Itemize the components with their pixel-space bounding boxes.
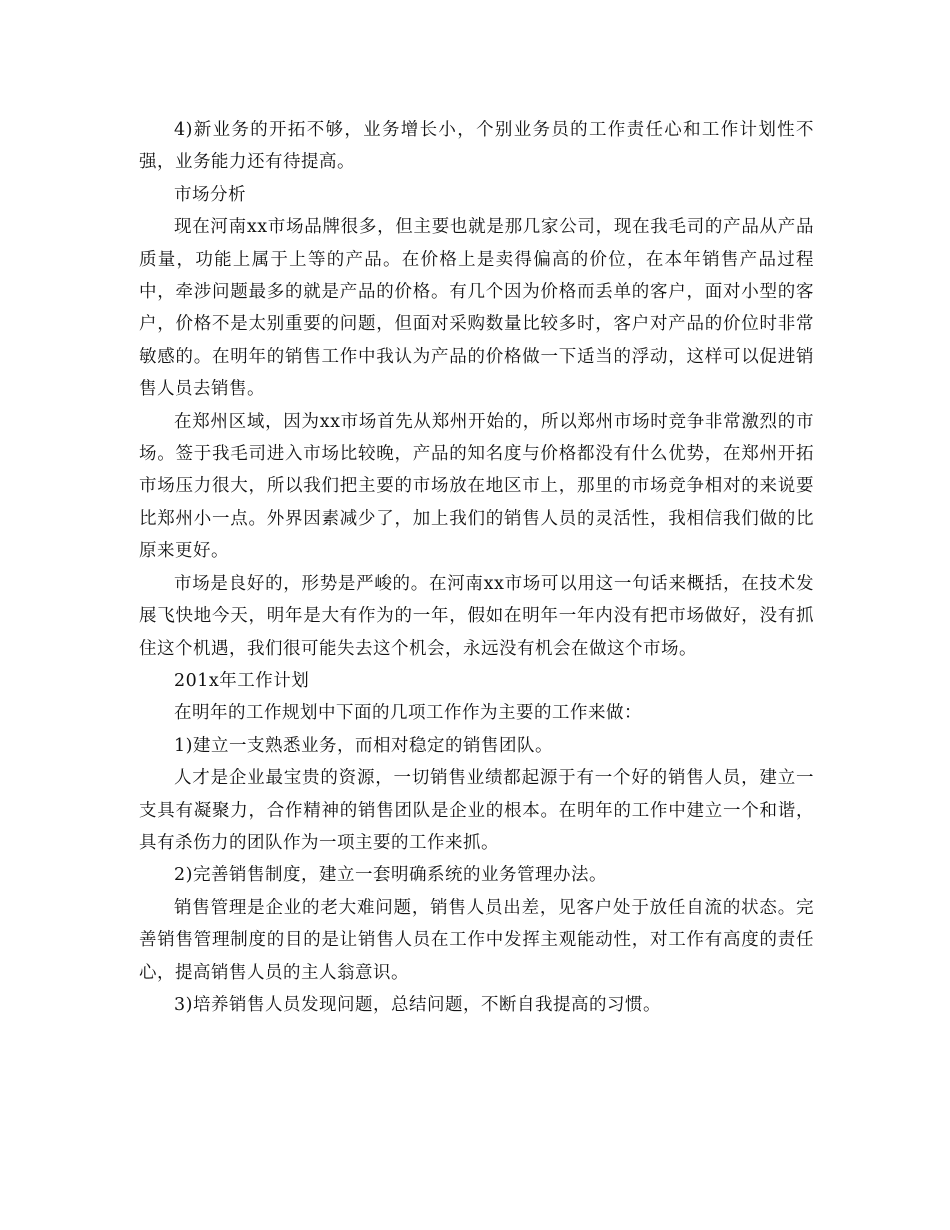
plan-item-2: 2)完善销售制度，建立一套明确系统的业务管理办法。: [174, 865, 607, 886]
paragraph-henan-market: 现在河南xx市场品牌很多，但主要也就是那几家公司，现在我毛司的产品从产品质量，功能上属于上等的产品。在价格上是卖得偏高的价位，在本年销售产品过程中，牵涉问题最多的就是产品的价格。有几个因为价格而丢单的客户，面对小型的客户，价格不是太别重要的问题，但面对采购数量比较多时，客户对产品的价位时非常敏感的。在明年的销售工作中我认为产品的价格做一下适当的浮动，这样可以促进销售人员去销售。: [139, 217, 814, 400]
paragraph-market-outlook: 市场是良好的，形势是严峻的。在河南xx市场可以用这一句话来概括，在技术发展飞快地今天，明年是大有作为的一年，假如在明年一年内没有把市场做好，没有抓住这个机遇，我们很可能失去这个机会，永远没有机会在做这个市场。: [139, 573, 814, 659]
paragraph-plan-intro: 在明年的工作规划中下面的几项工作作为主要的工作来做：: [174, 703, 642, 724]
heading-work-plan: 201x年工作计划: [174, 670, 310, 691]
paragraph-zhengzhou-region: 在郑州区域，因为xx市场首先从郑州开始的，所以郑州市场时竞争非常激烈的市场。签于我毛司进入市场比较晚，产品的知名度与价格都没有什么优势，在郑州开拓市场压力很大，所以我们把主要的市场放在地区市上，那里的市场竞争相对的来说要比郑州小一点。外界因素减少了，加上我们的销售人员的灵活性，我相信我们做的比原来更好。: [139, 411, 814, 562]
plan-item-1: 1)建立一支熟悉业务，而相对稳定的销售团队。: [174, 735, 553, 756]
document-body: [139, 114, 814, 1021]
plan-item-3: 3)培养销售人员发现问题，总结问题，不断自我提高的习惯。: [174, 994, 661, 1015]
heading-market-analysis: 市场分析: [174, 184, 246, 205]
paragraph-team-building: 人才是企业最宝贵的资源，一切销售业绩都起源于有一个好的销售人员，建立一支具有凝聚力，合作精神的销售团队是企业的根本。在明年的工作中建立一个和谐，具有杀伤力的团队作为一项主要的工作来抓。: [139, 768, 814, 853]
paragraph-problem-4: 4)新业务的开拓不够，业务增长小，个别业务员的工作责任心和工作计划性不强，业务能力还有待提高。: [139, 120, 814, 173]
paragraph-sales-management: 销售管理是企业的老大难问题，销售人员出差，见客户处于放任自流的状态。完善销售管理制度的目的是让销售人员在工作中发挥主观能动性，对工作有高度的责任心，提高销售人员的主人翁意识。: [139, 897, 814, 983]
